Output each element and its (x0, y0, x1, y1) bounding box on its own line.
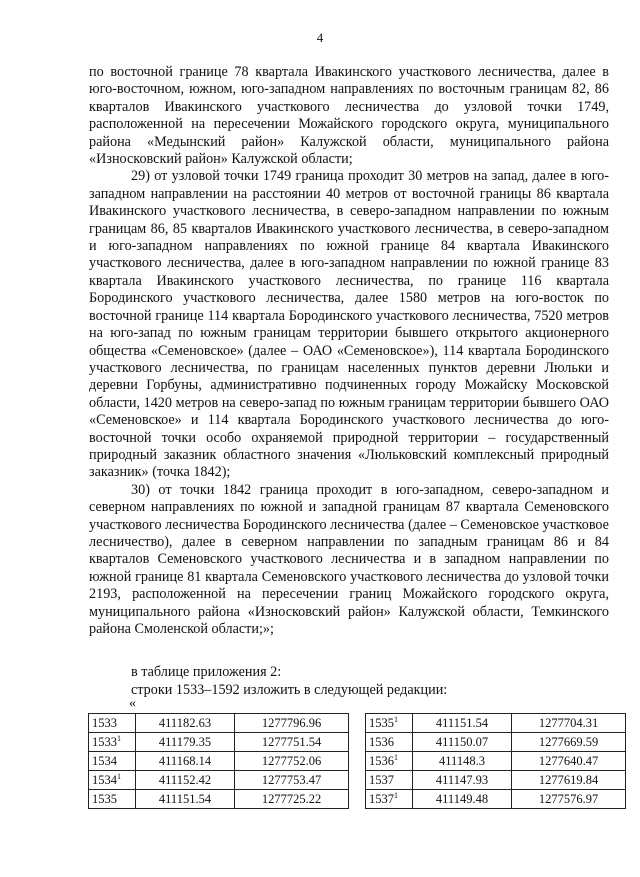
y-coordinate-cell: 1277752.06 (235, 752, 349, 771)
point-number-cell (89, 790, 136, 809)
body-text (89, 64, 609, 638)
y-coordinate-cell: 1277753.47 (235, 771, 349, 790)
table-row (89, 790, 349, 809)
y-coordinate-cell: 1277796.96 (235, 714, 349, 733)
y-coordinate-cell: 1277669.59 (512, 733, 626, 752)
point-number: 1533 (92, 715, 117, 730)
point-number-cell (366, 790, 413, 809)
x-coordinate-cell: 411150.07 (413, 733, 512, 752)
point-number: 1535 (92, 791, 117, 806)
point-number-cell (366, 714, 413, 733)
table-row (89, 714, 349, 733)
x-coordinate-cell: 411179.35 (136, 733, 235, 752)
table-row (366, 790, 626, 809)
x-coordinate-cell: 411182.63 (136, 714, 235, 733)
paragraph-continuation: по восточной границе 78 квартала Ивакинского участкового лесничества, далее в юго-восточном, южном, юго-западном направлениях по восточным границам 82, 86 кварталов Ивакинского участкового лесничества до узловой точки 1749, расположенной на пересечении Можайского городского округа, муниципального района «Медынский район» Калужской области, муниципального района «Износковский район» Калужской области; (89, 64, 609, 168)
point-number-cell (89, 714, 136, 733)
paragraph-item-30: 30) от точки 1842 граница проходит в юго-западном, северо-западном и северном направлениях по южной и западной границам 87 квартала Семеновского участкового лесничества Бородинского лесничества (далее – Семеновское участковое лесничество), далее в северном направлении по западным границам 86 и 84 кварталов Семеновского участкового лесничества и в западном направлении по южной границе 81 квартала Семеновского участкового лесничества до узловой точки 2193, расположенной на пересечении границ Можайского городского округа, муниципального района «Износковский район» Калужской области, Темкинского района Смоленской области;»; (89, 481, 609, 637)
point-superscript: 1 (394, 752, 398, 762)
coordinates-table-right (365, 713, 626, 809)
y-coordinate-cell: 1277576.97 (512, 790, 626, 809)
y-coordinate-cell: 1277704.31 (512, 714, 626, 733)
x-coordinate-cell: 411147.93 (413, 771, 512, 790)
coordinates-table-left (88, 713, 349, 809)
point-number-cell (89, 733, 136, 752)
x-coordinate-cell: 411168.14 (136, 752, 235, 771)
x-coordinate-cell: 411151.54 (136, 790, 235, 809)
point-superscript: 1 (117, 733, 121, 743)
table-row (89, 733, 349, 752)
table-row (366, 752, 626, 771)
point-superscript: 1 (394, 790, 398, 800)
point-number: 1534 (92, 753, 117, 768)
point-number-cell (366, 733, 413, 752)
point-number-cell (89, 771, 136, 790)
amendment-line-table: в таблице приложения 2: (131, 664, 282, 680)
point-superscript: 1 (394, 714, 398, 724)
table-row (89, 752, 349, 771)
x-coordinate-cell: 411148.3 (413, 752, 512, 771)
point-superscript: 1 (117, 771, 121, 781)
x-coordinate-cell: 411151.54 (413, 714, 512, 733)
point-number: 1535 (369, 715, 394, 730)
y-coordinate-cell: 1277751.54 (235, 733, 349, 752)
point-number: 1533 (92, 734, 117, 749)
point-number-cell (366, 771, 413, 790)
point-number: 1537 (369, 791, 394, 806)
page-number: 4 (316, 30, 324, 45)
point-number: 1537 (369, 772, 394, 787)
x-coordinate-cell: 411152.42 (136, 771, 235, 790)
x-coordinate-cell: 411149.48 (413, 790, 512, 809)
point-number-cell (366, 752, 413, 771)
point-number: 1534 (92, 772, 117, 787)
y-coordinate-cell: 1277725.22 (235, 790, 349, 809)
table-row (89, 771, 349, 790)
table-row (366, 733, 626, 752)
point-number: 1536 (369, 734, 394, 749)
point-number: 1536 (369, 753, 394, 768)
amendment-line-rows: строки 1533–1592 изложить в следующей редакции: (131, 681, 448, 698)
coordinates-table-left-body (89, 714, 349, 809)
y-coordinate-cell: 1277619.84 (512, 771, 626, 790)
y-coordinate-cell: 1277640.47 (512, 752, 626, 771)
table-row (366, 771, 626, 790)
table-row (366, 714, 626, 733)
point-number-cell (89, 752, 136, 771)
open-quote: « (129, 696, 136, 711)
paragraph-item-29: 29) от узловой точки 1749 граница проходит 30 метров на запад, далее в юго-западном направлении на расстоянии 40 метров от восточной границы 86 квартала Ивакинского участкового лесничества, в северо-западном направлении по южным границам 86, 85 кварталов Ивакинского участкового лесничества, в северо-западном и юго-западном направлениях по южной границе 84 квартала Ивакинского участкового лесничества, далее в юго-западном направлении по южной границе 83 квартала Ивакинского участкового лесничества, по границе 116 квартала Бородинского участкового лесничества, далее 1580 метров на юго-восток по восточной границе 114 квартала Бородинского участкового лесничества, 7520 метров на юго-запад по южным границам территории бывшего открытого акционерного общества «Семеновское» (далее – ОАО «Семеновское»), 114 квартала Бородинского участкового лесничества, по границам населенных пунктов деревни Люльки и деревни Горбуны, административно подчиненных городу Можайску Московской области, 1420 метров на северо-запад по южным границам территории бывшего ОАО «Семеновское» и 114 квартала Бородинского участкового лесничества до юго-восточной точки особо охраняемой природной территории – государственный природный заказник областного значения «Люльковский комплексный природный заказник» (точка 1842); (89, 168, 609, 481)
coordinates-table-right-body (366, 714, 626, 809)
amendment-instruction (131, 664, 447, 699)
